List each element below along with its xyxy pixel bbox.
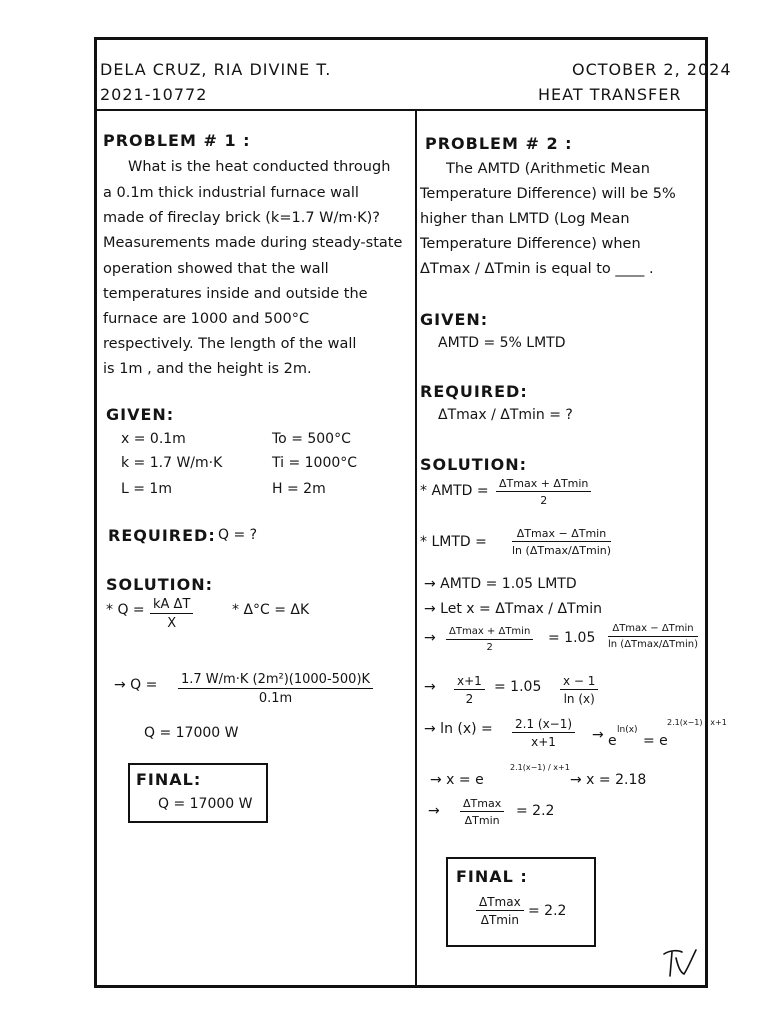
given-k: k = 1.7 W/m·K xyxy=(121,455,223,471)
step-let-x: → Let x = ΔTmax / ΔTmin xyxy=(424,601,602,617)
problem1-title: PROBLEM # 1 : xyxy=(103,131,251,150)
step6-denominator-right: ln (x) xyxy=(563,692,595,706)
header-divider xyxy=(97,109,705,111)
problem1-final-label: FINAL: xyxy=(136,770,202,789)
signature xyxy=(660,944,700,980)
lmtd-def-denominator: ln (ΔTmax/ΔTmin) xyxy=(512,544,612,557)
step7-exponent2: 2.1(x−1) / x+1 xyxy=(667,718,727,727)
lmtd-def-fraction xyxy=(512,528,611,556)
problem1-line: Measurements made during steady-state xyxy=(103,235,403,251)
step5-mid: = 1.05 xyxy=(548,630,596,646)
step7-denominator: x+1 xyxy=(531,735,556,749)
lmtd-def-numerator: ΔTmax − ΔTmin xyxy=(512,528,611,542)
problem2-solution-title: SOLUTION: xyxy=(420,455,527,474)
problem2-given-title: GIVEN: xyxy=(420,310,489,329)
step7-exponent1: ln(x) xyxy=(617,725,638,735)
formula-fraction xyxy=(150,598,193,630)
step7-e1: e xyxy=(608,733,617,749)
problem1-line: is 1m , and the height is 2m. xyxy=(103,361,312,377)
step5-arrow: → xyxy=(424,630,436,646)
formula-denominator: X xyxy=(167,616,177,631)
step9-fraction xyxy=(460,798,504,826)
problem2-line: Temperature Difference) when xyxy=(420,236,641,252)
step7-fraction xyxy=(512,718,575,748)
column-divider xyxy=(415,109,417,985)
problem2-final-fraction xyxy=(476,896,524,926)
problem1-line: furnace are 1000 and 500°C xyxy=(103,311,310,327)
step7-arrow: → xyxy=(592,727,604,743)
step6-fraction-right xyxy=(560,675,598,705)
problem2-line: The AMTD (Arithmetic Mean xyxy=(446,161,650,177)
answer-sheet xyxy=(94,37,708,988)
step7-numerator: 2.1 (x−1) xyxy=(512,718,575,733)
step6-denominator-left: 2 xyxy=(465,692,474,706)
problem1-line: What is the heat conducted through xyxy=(128,159,391,175)
amtd-def-fraction xyxy=(496,478,591,506)
problem1-line: respectively. The length of the wall xyxy=(103,336,357,352)
amtd-def-denominator: 2 xyxy=(540,494,548,507)
given-l: L = 1m xyxy=(121,481,172,497)
student-number: 2021-10772 xyxy=(100,85,208,104)
substitution-denominator: 0.1m xyxy=(258,691,293,706)
step9-numerator: ΔTmax xyxy=(460,798,504,812)
problem2-title: PROBLEM # 2 : xyxy=(425,134,573,153)
given-to: To = 500°C xyxy=(272,431,351,447)
problem1-solution-title: SOLUTION: xyxy=(106,575,213,594)
step7-lhs: → ln (x) = xyxy=(424,721,493,737)
substitution-fraction xyxy=(178,673,373,705)
problem2-final-numerator: ΔTmax xyxy=(476,896,524,911)
substitution-lhs: → Q = xyxy=(114,677,158,693)
step6-numerator-left: x+1 xyxy=(454,675,485,690)
step7-eq: = e xyxy=(643,733,668,749)
step6-arrow: → xyxy=(424,679,436,695)
step8-lhs: → x = e xyxy=(430,772,484,788)
step5-numerator-right: ΔTmax − ΔTmin xyxy=(608,624,698,637)
lmtd-def-lhs: * LMTD = xyxy=(420,534,487,550)
step6-fraction-left xyxy=(454,675,485,705)
step6-mid: = 1.05 xyxy=(494,679,542,695)
problem1-result: Q = 17000 W xyxy=(144,725,239,741)
problem1-line: made of fireclay brick (k=1.7 W/m·K)? xyxy=(103,210,380,226)
problem2-final-label: FINAL : xyxy=(456,867,528,886)
problem1-line: a 0.1m thick industrial furnace wall xyxy=(103,185,359,201)
step6-numerator-right: x − 1 xyxy=(560,675,598,690)
given-h: H = 2m xyxy=(272,481,326,497)
step9-rhs: = 2.2 xyxy=(516,803,555,819)
problem2-required-value: ΔTmax / ΔTmin = ? xyxy=(438,407,573,423)
student-name: DELA CRUZ, RIA DIVINE T. xyxy=(100,60,332,79)
step9-denominator: ΔTmin xyxy=(464,814,500,827)
problem1-required-value: Q = ? xyxy=(218,527,258,543)
problem2-line: Temperature Difference) will be 5% xyxy=(420,186,676,202)
amtd-def-lhs: * AMTD = xyxy=(420,483,489,499)
step5-fraction-left xyxy=(446,627,533,653)
substitution-numerator: 1.7 W/m·K (2m²)(1000-500)K xyxy=(178,673,373,689)
problem1-line: temperatures inside and outside the xyxy=(103,286,368,302)
problem2-final-rhs: = 2.2 xyxy=(528,903,567,919)
problem2-line: ΔTmax / ΔTmin is equal to ____ . xyxy=(420,261,654,277)
step5-numerator-left: ΔTmax + ΔTmin xyxy=(446,627,533,640)
problem2-line: higher than LMTD (Log Mean xyxy=(420,211,630,227)
step8-rhs: → x = 2.18 xyxy=(570,772,647,788)
step8-exponent: 2.1(x−1) / x+1 xyxy=(510,763,570,772)
problem1-given-title: GIVEN: xyxy=(106,405,175,424)
date: OCTOBER 2, 2024 xyxy=(572,60,732,79)
step5-denominator-left: 2 xyxy=(486,642,493,653)
step-amtd-relation: → AMTD = 1.05 LMTD xyxy=(424,576,577,592)
kelvin-note: * Δ°C = ΔK xyxy=(232,602,310,618)
step5-fraction-right xyxy=(608,624,698,650)
formula-lhs: * Q = xyxy=(106,602,145,618)
given-ti: Ti = 1000°C xyxy=(272,455,358,471)
problem2-final-denominator: ΔTmin xyxy=(480,913,519,927)
step9-arrow: → xyxy=(428,803,440,819)
subject: HEAT TRANSFER xyxy=(538,85,682,104)
problem1-final-value: Q = 17000 W xyxy=(158,796,253,812)
formula-numerator: kA ΔT xyxy=(150,598,193,614)
amtd-def-numerator: ΔTmax + ΔTmin xyxy=(496,478,591,492)
problem1-required-title: REQUIRED: xyxy=(108,526,216,545)
problem2-required-title: REQUIRED: xyxy=(420,382,528,401)
problem1-line: operation showed that the wall xyxy=(103,261,329,277)
problem2-given-value: AMTD = 5% LMTD xyxy=(438,335,566,351)
step5-denominator-right: ln (ΔTmax/ΔTmin) xyxy=(608,639,699,650)
given-x: x = 0.1m xyxy=(121,431,186,447)
